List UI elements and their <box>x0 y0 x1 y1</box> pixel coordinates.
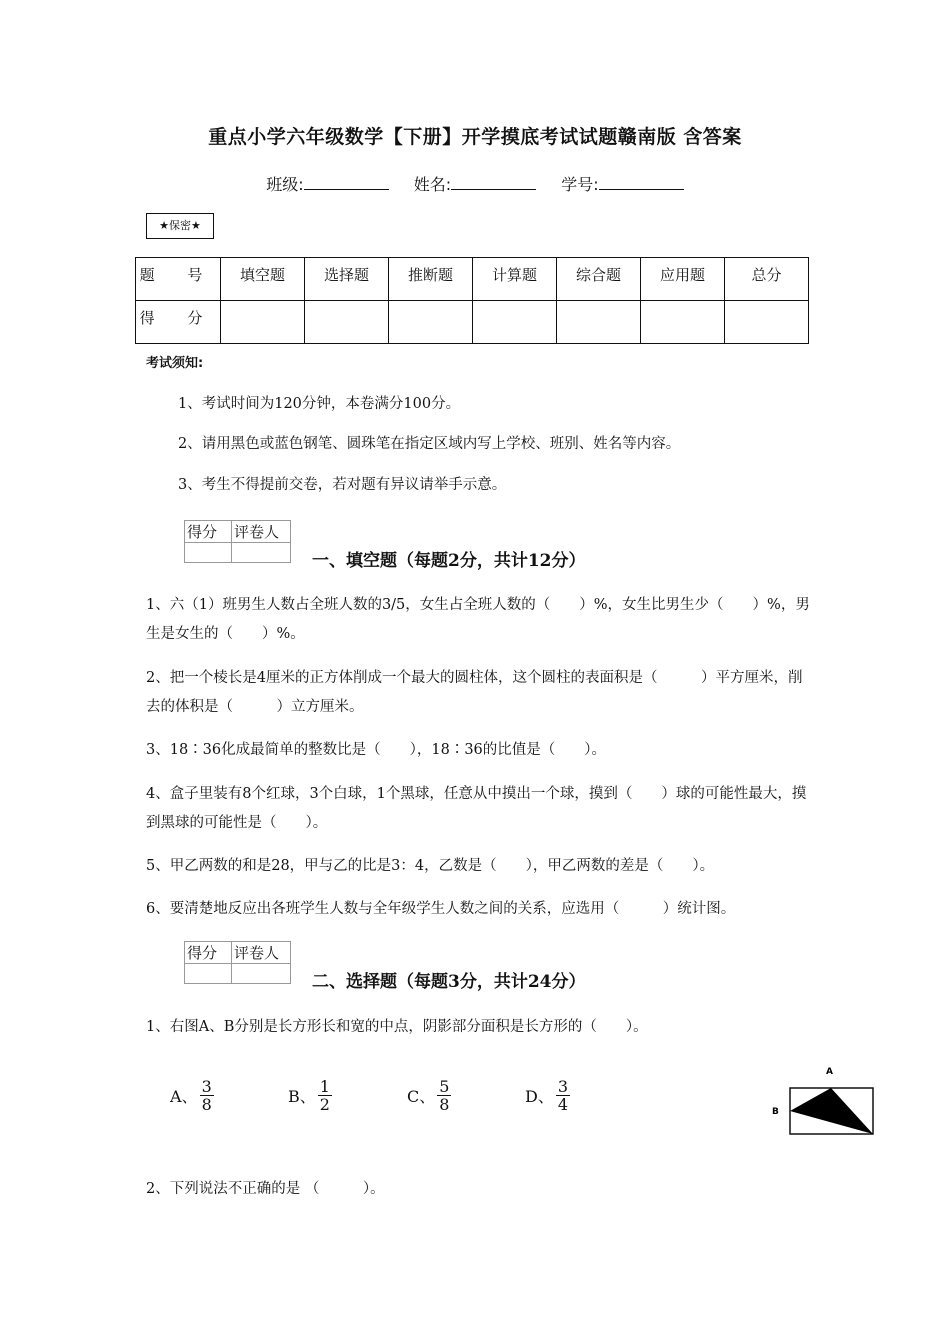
score-input-cell[interactable] <box>725 301 809 344</box>
score-input-cell[interactable] <box>305 301 389 344</box>
fraction: $\frac{1}{2}$ <box>319 1077 330 1114</box>
option-b[interactable]: B、 $\frac{1}{2}$ <box>288 1077 330 1114</box>
table-cell: 总分 <box>725 258 809 301</box>
grader-box <box>184 520 291 563</box>
confidential-badge: ★保密★ <box>146 213 214 239</box>
fraction: $\frac{3}{8}$ <box>201 1077 212 1114</box>
table-row <box>136 258 809 301</box>
grader-reviewer-label: 评卷人 <box>232 942 291 964</box>
score-input-cell[interactable] <box>473 301 557 344</box>
class-field[interactable]: 班级: <box>266 175 388 194</box>
page-title: 重点小学六年级数学【下册】开学摸底考试试题赣南版 含答案 <box>208 126 742 148</box>
shaded-triangle <box>790 1088 873 1134</box>
id-field[interactable]: 学号: <box>561 175 683 194</box>
option-d[interactable]: D、 $\frac{3}{4}$ <box>525 1077 569 1114</box>
question: 2、把一个棱长是4厘米的正方体削成一个最大的圆柱体，这个圆柱的表面积是（ ）平方厘米，削去的体积是（ ）立方厘米。 <box>146 670 803 715</box>
grader-score-label: 得分 <box>185 942 232 964</box>
question: 1、六（1）班男生人数占全班人数的3/5，女生占全班人数的（ ）%，女生比男生少（ ）%，男生是女生的（ ）%。 <box>146 597 810 642</box>
grader-reviewer-cell[interactable] <box>232 543 291 563</box>
grader-reviewer-cell[interactable] <box>232 964 291 984</box>
table-cell: 应用题 <box>641 258 725 301</box>
table-cell: 题 号 <box>136 258 221 301</box>
notice-item: 3、考生不得提前交卷，若对题有异议请举手示意。 <box>178 477 507 493</box>
section-title: 二、选择题（每题3分，共计24分） <box>312 972 586 992</box>
grader-score-label: 得分 <box>185 521 232 543</box>
grader-score-cell[interactable] <box>185 964 232 984</box>
student-info-row <box>0 172 950 195</box>
grader-reviewer-label: 评卷人 <box>232 521 291 543</box>
table-cell: 填空题 <box>221 258 305 301</box>
question: 4、盒子里装有8个红球，3个白球，1个黑球，任意从中摸出一个球，摸到（ ）球的可能性最大，摸到黑球的可能性是（ ）。 <box>146 786 807 831</box>
label-a: A <box>826 1067 833 1077</box>
score-input-cell[interactable] <box>221 301 305 344</box>
fraction: $\frac{5}{8}$ <box>439 1077 450 1114</box>
table-cell: 推断题 <box>389 258 473 301</box>
fraction: $\frac{3}{4}$ <box>557 1077 569 1114</box>
table-cell: 得 分 <box>136 301 221 344</box>
section-title: 一、填空题（每题2分，共计12分） <box>312 551 586 571</box>
question: 6、要清楚地反应出各班学生人数与全年级学生人数之间的关系，应选用（ ）统计图。 <box>146 901 736 917</box>
question: 5、甲乙两数的和是28，甲与乙的比是3：4，乙数是（ ），甲乙两数的差是（ ）。 <box>146 858 715 874</box>
score-input-cell[interactable] <box>557 301 641 344</box>
notice-heading: 考试须知: <box>146 356 204 371</box>
notice-item: 2、请用黑色或蓝色钢笔、圆珠笔在指定区域内写上学校、班别、姓名等内容。 <box>178 436 681 452</box>
label-b: B <box>772 1107 779 1117</box>
grader-score-cell[interactable] <box>185 543 232 563</box>
name-field[interactable]: 姓名: <box>414 175 536 194</box>
table-cell: 选择题 <box>305 258 389 301</box>
option-c[interactable]: C、 $\frac{5}{8}$ <box>407 1077 450 1114</box>
table-cell: 综合题 <box>557 258 641 301</box>
notice-item: 1、考试时间为120分钟，本卷满分100分。 <box>178 396 461 412</box>
option-a[interactable]: A、 $\frac{3}{8}$ <box>170 1077 212 1114</box>
rectangle-figure <box>766 1060 881 1140</box>
question: 3、18∶36化成最简单的整数比是（ ），18∶36的比值是（ ）。 <box>146 742 607 758</box>
question: 1、右图A、B分别是长方形长和宽的中点，阴影部分面积是长方形的（ ）。 <box>146 1019 648 1035</box>
score-input-cell[interactable] <box>641 301 725 344</box>
table-row <box>136 301 809 344</box>
grader-box <box>184 941 291 984</box>
score-table <box>135 257 809 344</box>
score-input-cell[interactable] <box>389 301 473 344</box>
question: 2、下列说法不正确的是 （ ）。 <box>146 1181 385 1197</box>
table-cell: 计算题 <box>473 258 557 301</box>
